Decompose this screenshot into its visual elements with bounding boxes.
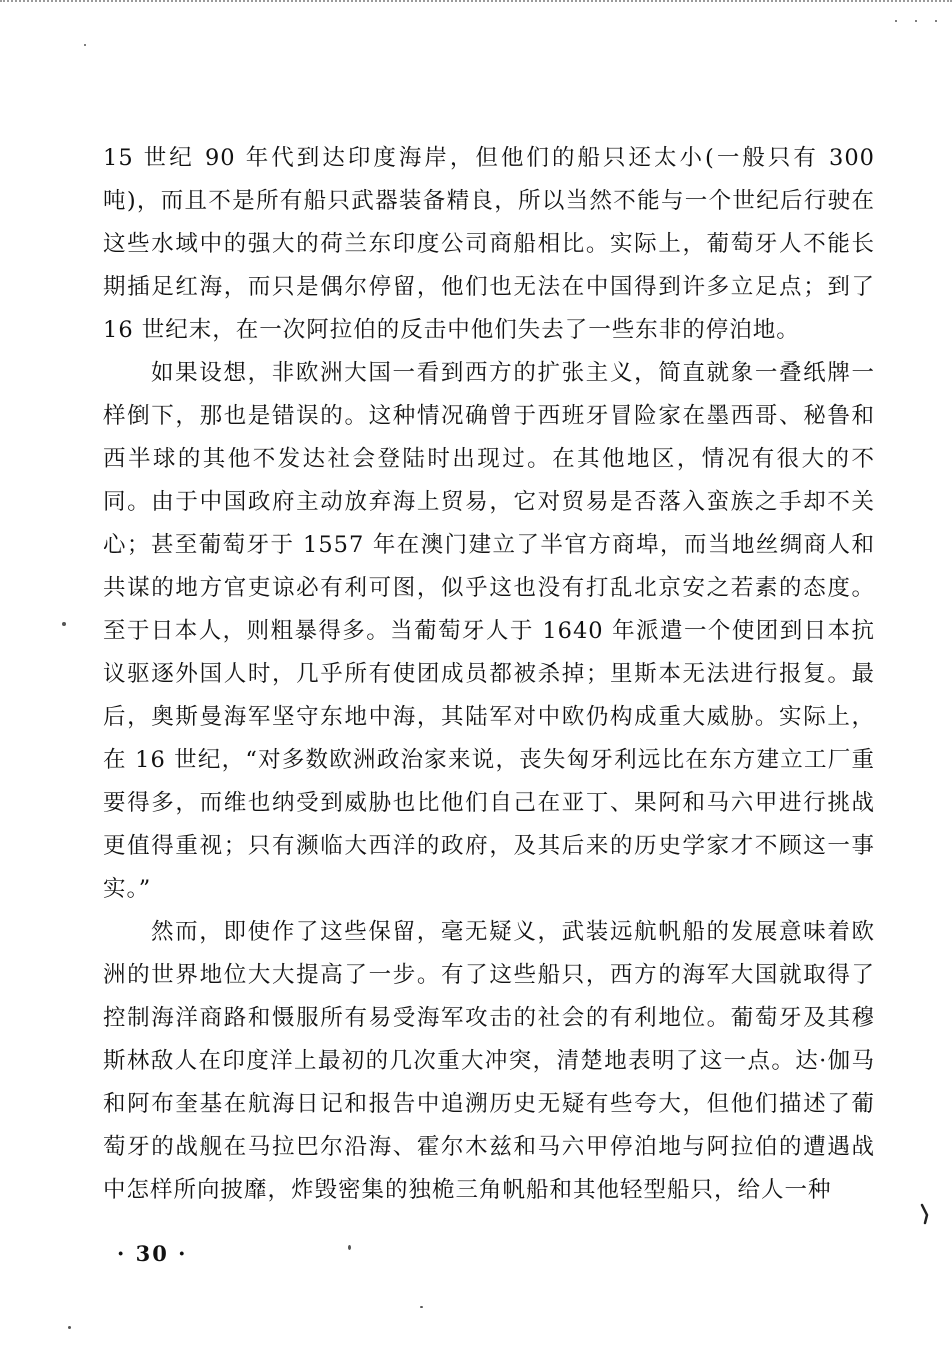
scan-speck [84, 44, 86, 46]
scan-speck [62, 622, 66, 626]
paragraph-1: 15 世纪 90 年代到达印度海岸，但他们的船只还太小(一般只有 300 吨)，而且不是所有船只武器装备精良，所以当然不能与一个世纪后行驶在这些水域中的强大的荷兰东印度公司商船相比。实际上，葡萄牙人不能长期插足红海，而只是偶尔停留，他们也无法在中国得到许多立足点；到了 16 世纪末，在一次阿拉伯的反击中他们失去了一些东非的停泊地。 [103, 145, 875, 343]
scan-top-edge [0, 0, 952, 2]
scan-speck [915, 20, 917, 22]
margin-mark [918, 1203, 934, 1227]
scan-speck [348, 1245, 351, 1250]
body-text [103, 137, 875, 1212]
scan-speck [935, 20, 937, 22]
page-number: · 30 · [117, 1241, 188, 1266]
paragraph-2: 如果设想，非欧洲大国一看到西方的扩张主义，简直就象一叠纸牌一样倒下，那也是错误的。这种情况确曾于西班牙冒险家在墨西哥、秘鲁和西半球的其他不发达社会登陆时出现过。在其他地区，情况有很大的不同。由于中国政府主动放弃海上贸易，它对贸易是否落入蛮族之手却不关心；甚至葡萄牙于 1557 年在澳门建立了半官方商埠，而当地丝绸商人和共谋的地方官吏谅必有利可图，似乎这也没有打乱北京安之若素的态度。至于日本人，则粗暴得多。当葡萄牙人于 1640 年派遣一个使团到日本抗议驱逐外国人时，几乎所有使团成员都被杀掉；里斯本无法进行报复。最后，奥斯曼海军坚守东地中海，其陆军对中欧仍构成重大威胁。实际上，在 16 世纪，“对多数欧洲政治家来说，丧失匈牙利远比在东方建立工厂重要得多，而维也纳受到威胁也比他们自己在亚丁、果阿和马六甲进行挑战更值得重视；只有濒临大西洋的政府，及其后来的历史学家才不顾这一事实。” [103, 360, 875, 902]
scan-speck [895, 20, 897, 22]
scan-speck [420, 1306, 423, 1308]
scan-speck [68, 1326, 71, 1329]
paragraph-3: 然而，即使作了这些保留，毫无疑义，武装远航帆船的发展意味着欧洲的世界地位大大提高了一步。有了这些船只，西方的海军大国就取得了控制海洋商路和慑服所有易受海军攻击的社会的有利地位。葡萄牙及其穆斯林敌人在印度洋上最初的几次重大冲突，清楚地表明了这一点。达·伽马和阿布奎基在航海日记和报告中追溯历史无疑有些夸大，但他们描述了葡萄牙的战舰在马拉巴尔沿海、霍尔木兹和马六甲停泊地与阿拉伯的遭遇战中怎样所向披靡，炸毁密集的独桅三角帆船和其他轻型船只，给人一种 [103, 919, 875, 1203]
